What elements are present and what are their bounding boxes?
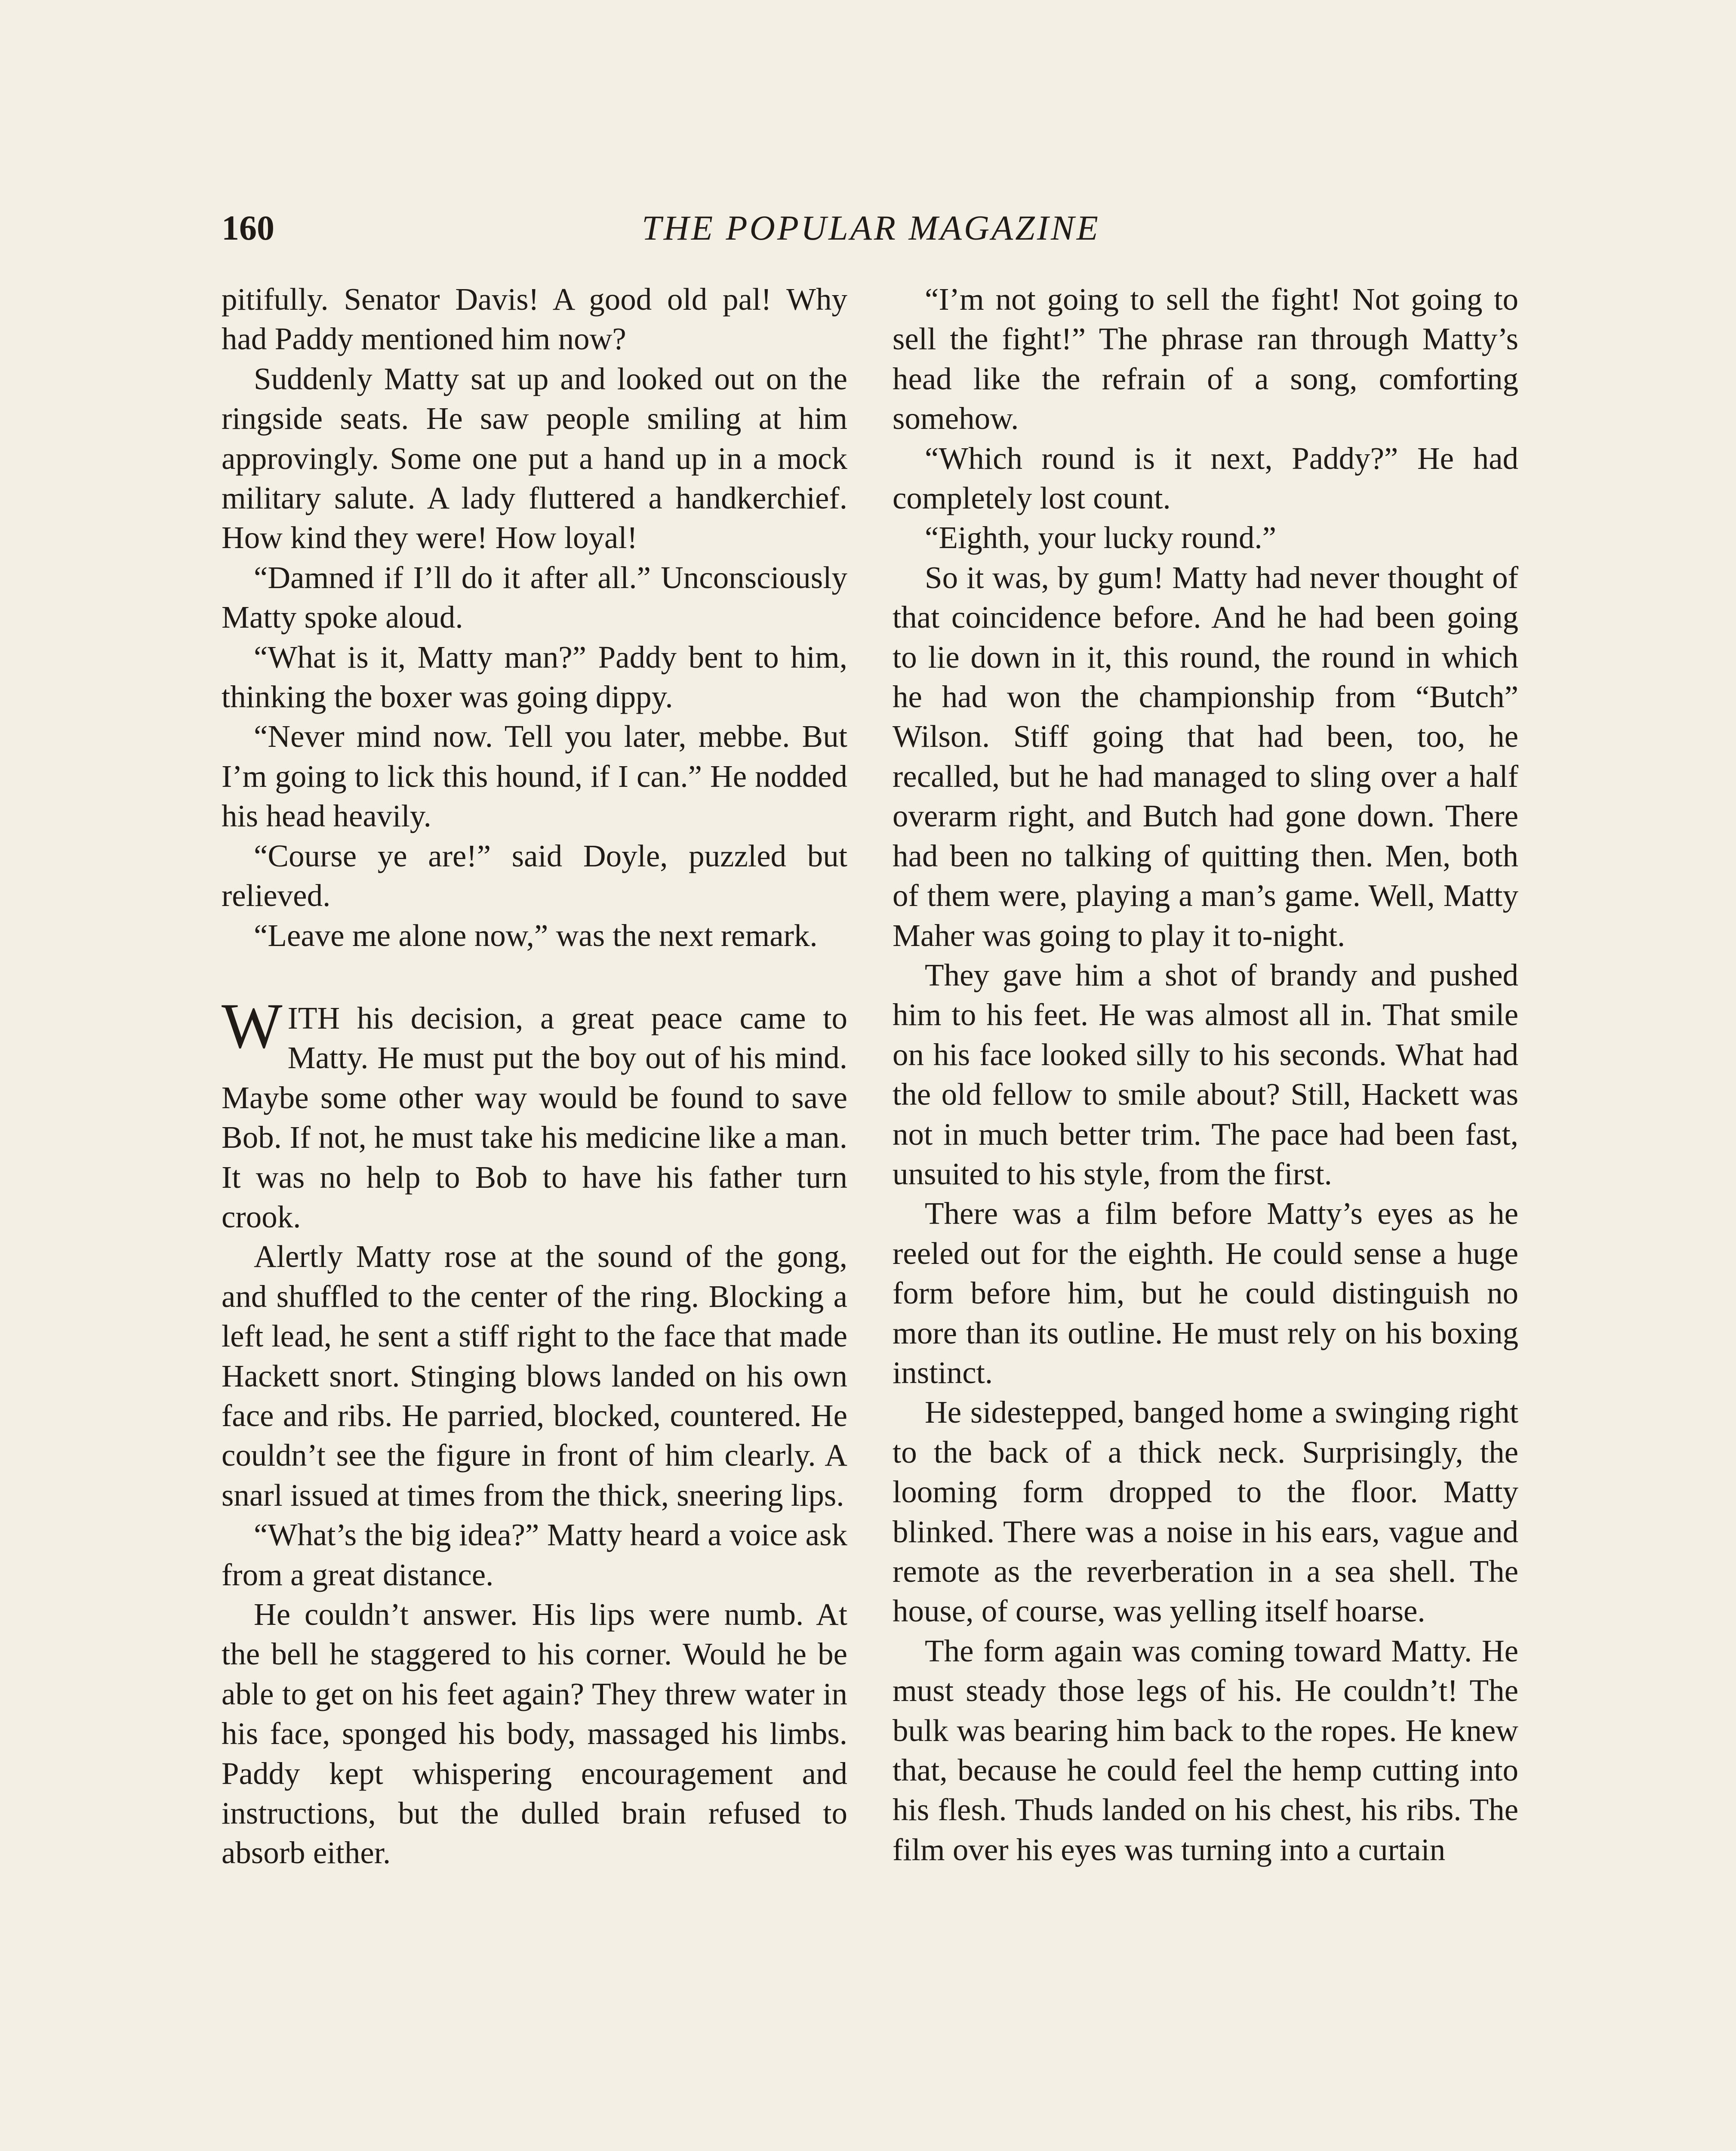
paragraph: The form again was coming toward Matty. He must steady those legs of his. He couldn’t! The bulk was bearing him back to the ropes. He knew that, because he could feel the hemp cutting into his flesh. Thuds landed on his chest, his ribs. The film over his eyes was turning into a curtain <box>893 1633 1518 1867</box>
paragraph: Suddenly Matty sat up and looked out on the ringside seats. He saw people smiling at him approvingly. Some one put a hand up in a mock military salute. A lady fluttered a handkerchief. How kind they were! How loyal! <box>222 361 847 555</box>
paragraph: “Which round is it next, Paddy?” He had completely lost count. <box>893 441 1518 516</box>
paragraph: He couldn’t answer. His lips were numb. At the bell he staggered to his corner. Would he be able to get on his feet again? They threw water in his face, sponged his body, massaged his limbs. Paddy kept whispering encouragement and instructions, but the dulled brain refused to absorb either. <box>222 1597 847 1871</box>
running-title: THE POPULAR MAGAZINE <box>642 208 1100 247</box>
page-header <box>222 200 1521 256</box>
paragraph: “Damned if I’ll do it after all.” Unconsciously Matty spoke aloud. <box>222 560 847 635</box>
paragraph: So it was, by gum! Matty had never thought of that coincidence before. And he had been going to lie down in it, this round, the round in which he had won the championship from “Butch” Wilson. Stiff going that had been, too, he recalled, but he had managed to sling over a half overarm right, and Butch had gone down. There had been no talking of quitting then. Men, both of them were, playing a man’s game. Well, Matty Maher was going to play it to-night. <box>893 560 1518 953</box>
left-column <box>222 280 847 1873</box>
paragraph: There was a film before Matty’s eyes as he reeled out for the eighth. He could sense a huge form before him, but he could distinguish no more than its outline. He must rely on his boxing instinct. <box>893 1196 1518 1390</box>
section-break <box>222 955 847 998</box>
page-number: 160 <box>222 208 274 247</box>
paragraph: pitifully. Senator Davis! A good old pal! Why had Paddy mentioned him now? <box>222 282 847 357</box>
paragraph: “Leave me alone now,” was the next remark. <box>254 918 818 953</box>
paragraph: “Never mind now. Tell you later, mebbe. But I’m going to lick this hound, if I can.” He nodded his head heavily. <box>222 719 847 834</box>
paragraph: “I’m not going to sell the fight! Not going to sell the fight!” The phrase ran through Matty’s head like the refrain of a song, comforting somehow. <box>893 282 1518 436</box>
drop-cap-paragraph: WITH his decision, a great peace came to Matty. He must put the boy out of his mind. Maybe some other way would be found to save Bob. If not, he must take his medicine like a man. It was no help to Bob to have his father turn crook. <box>222 990 847 1234</box>
paragraph: Alertly Matty rose at the sound of the gong, and shuffled to the center of the ring. Blocking a left lead, he sent a stiff right to the face that made Hackett snort. Stinging blows landed on his own face and ribs. He parried, blocked, countered. He couldn’t see the figure in front of him clearly. A snarl issued at times from the thick, sneering lips. <box>222 1239 847 1513</box>
right-column <box>893 280 1518 1870</box>
paragraph: “Eighth, your lucky round.” <box>925 520 1277 555</box>
paragraph: He sidestepped, banged home a swinging right to the back of a thick neck. Surprisingly, the looming form dropped to the floor. Matty blinked. There was a noise in his ears, vague and remote as the reverberation in a sea shell. The house, of course, was yelling itself hoarse. <box>893 1395 1518 1629</box>
paragraph: “Course ye are!” said Doyle, puzzled but relieved. <box>222 838 847 913</box>
paragraph: They gave him a shot of brandy and pushed him to his feet. He was almost all in. That smile on his face looked silly to his seconds. What had the old fellow to smile about? Still, Hackett was not in much better trim. The pace had been fast, unsuited to his style, from the first. <box>893 957 1518 1191</box>
paragraph: “What’s the big idea?” Matty heard a voice ask from a great distance. <box>222 1517 847 1592</box>
paragraph: “What is it, Matty man?” Paddy bent to him, thinking the boxer was going dippy. <box>222 639 847 715</box>
